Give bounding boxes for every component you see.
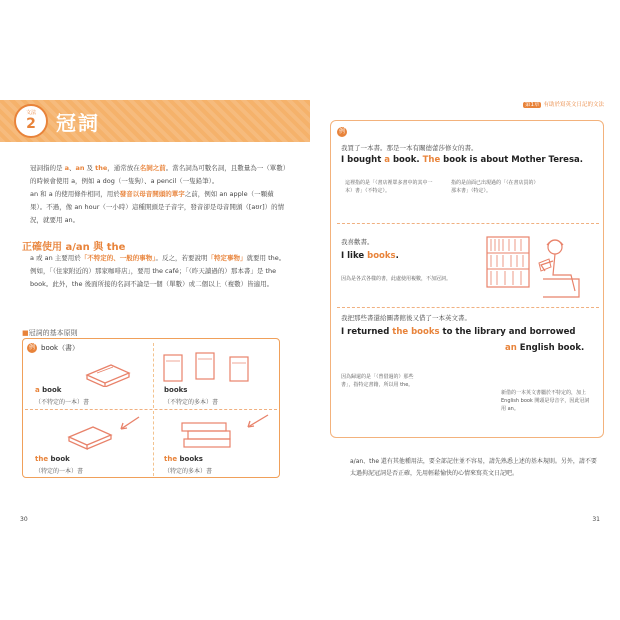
books-label: books — [164, 386, 188, 394]
note-books: 因為是各式各樣的書，此處使用複數，不加冠詞。 — [341, 276, 452, 282]
badge-label: 文法 — [25, 110, 36, 116]
article-grid — [22, 338, 280, 478]
example3-chinese: 我把那些書還給圖書館後又借了一本英文書。 — [341, 314, 471, 322]
pointed-book-icon — [65, 413, 145, 453]
the-book-meaning: （特定的一本）書 — [35, 468, 84, 475]
badge-number: 2 — [26, 116, 36, 132]
a-book-label: a book — [35, 386, 62, 394]
divider-1 — [337, 223, 599, 224]
example2-chinese: 我喜歡書。 — [341, 238, 374, 246]
note-an-english-book: 新借的一本英文書屬於不特定的，加上 English book 開頭是母音字，因此冠詞用 an。 — [501, 390, 590, 412]
example-icon: 例 — [338, 128, 345, 135]
left-page — [0, 90, 310, 530]
cell-books — [153, 343, 278, 408]
example2-english: I like books. — [341, 251, 399, 261]
section-heading: 正確使用 a/an 與 the — [22, 242, 126, 253]
cell-the-book — [25, 411, 150, 476]
page-title: 冠詞 — [56, 111, 100, 135]
note-the-book: 指的是前面已出現過的「（在書店買的）那本書」（特定）。 — [451, 180, 539, 194]
divider-2 — [337, 307, 599, 308]
usage-paragraph: a 或 an 主要用於「不特定的、一般的事物」。反之，若要說明「特定事物」就要用 the。例如，「（住家附近的）那家咖啡店」，要用 the café；「（昨天讀過的）那本書」是 the book。此外，the 後面所接的名詞不論是一個（單數）或二個以上（複數）皆適用。 — [30, 254, 286, 288]
books-meaning: （不特定的多本）書 — [164, 399, 219, 406]
intro-paragraph: 冠詞指的是 a、an 及 the，通常放在名詞之前。當名詞為可數名詞，且數量為一（單數）的時候會使用 a，例如 a dog（一隻狗）、a pencil（一隻鉛筆）。 — [30, 164, 287, 185]
reading-girl-illustration — [483, 231, 583, 303]
book-label: book（書） — [41, 344, 80, 352]
example1-chinese: 我買了一本書。那是一本有關德蕾莎修女的書。 — [341, 144, 478, 152]
the-book-label: the book — [35, 455, 70, 463]
note-a-book: 這裡指的是「（書店裡眾多書中的其中一本）書」（不特定）。 — [345, 180, 433, 194]
running-header: 第1章 有助於寫英文日記的文法 — [524, 102, 604, 108]
closing-paragraph: a/an、the 還有其他種用法，要全部記住並不容易，請先熟悉上述的基本規則。另外，請不要太過拘泥冠詞是否正確，先用輕鬆愉快的心情來寫英文日記吧。 — [350, 458, 597, 477]
an-paragraph: an 和 a 的使用條件相同，用於發音以母音開頭的單字之前，例如 an apple（一顆蘋果）。不過，像 an hour（一小時）這種開頭是子音字，發音卻是母音開頭（[aʊr]）的情況，就要用 an。 — [30, 190, 285, 224]
example-box — [330, 120, 604, 438]
note-the-books: 因為歸還的是「（曾借過的）那些書」，指特定書籍，所以用 the。 — [341, 374, 414, 388]
the-books-meaning: （特定的多本）書 — [164, 468, 213, 475]
multiple-books-icon — [160, 349, 270, 385]
single-book-icon — [83, 353, 133, 387]
a-book-meaning: （不特定的一本）書 — [35, 399, 90, 406]
cell-a-book — [25, 343, 150, 408]
page-number-right: 31 — [592, 516, 600, 523]
the-books-label: the books — [164, 455, 203, 463]
example-icon: 例 — [28, 344, 35, 351]
right-page — [310, 90, 620, 530]
grammar-badge — [14, 104, 48, 138]
example1-english: I bought a book. The book is about Mother Teresa. — [341, 155, 583, 165]
cell-the-books — [153, 411, 278, 476]
stacked-books-icon — [174, 411, 274, 453]
page-number-left: 30 — [20, 516, 28, 523]
example3-english-line2: an English book. — [505, 343, 585, 353]
sub-heading: ■冠詞的基本原則 — [22, 329, 78, 337]
grid-divider — [25, 409, 277, 410]
example3-english-line1: I returned the books to the library and borrowed — [341, 327, 576, 337]
